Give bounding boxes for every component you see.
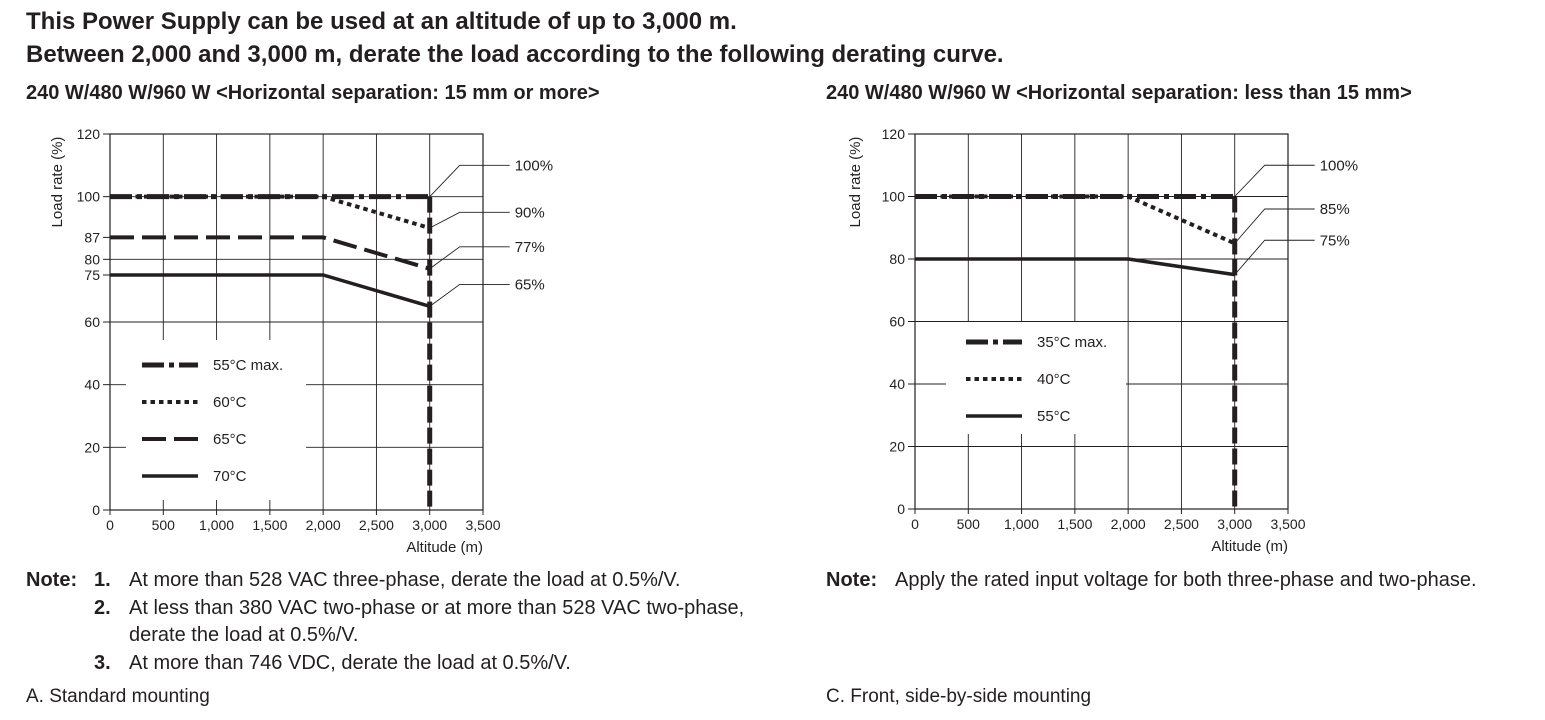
y-tick-label: 80 xyxy=(889,251,905,267)
right-note-label: Note: xyxy=(826,569,878,591)
left-note-label: Note: xyxy=(26,569,78,591)
y-tick-label: 60 xyxy=(889,313,905,330)
right-chart-subtitle: 240 W/480 W/960 W <Horizontal separation: less than 15 mm> xyxy=(826,82,1412,104)
x-tick-label: 1,500 xyxy=(252,517,288,533)
left-note-3-text: At more than 746 VDC, derate the load at 0.5%/V. xyxy=(129,651,571,674)
annotation-label: 100% xyxy=(514,157,554,175)
annotation-label: 75% xyxy=(1319,232,1350,250)
legend-label: 55°C max. xyxy=(213,357,284,374)
annotation-label: 100% xyxy=(1319,157,1359,175)
x-tick-label: 1,500 xyxy=(1057,516,1093,532)
annotation-leader xyxy=(1235,209,1315,243)
left-note-1 xyxy=(26,567,786,595)
y-tick-label: 120 xyxy=(76,126,100,142)
x-tick-label: 0 xyxy=(106,517,114,533)
chart-standard-mounting xyxy=(0,110,770,560)
x-tick-label: 1,000 xyxy=(1004,516,1040,532)
y-tick-label: 40 xyxy=(889,376,905,392)
x-tick-label: 0 xyxy=(911,516,919,532)
y-axis-label: Load rate (%) xyxy=(49,136,66,228)
y-tick-label: 0 xyxy=(92,502,100,518)
headline-derating-range: Between 2,000 and 3,000 m, derate the load according to the following derating curve. xyxy=(26,41,1004,68)
x-axis-label: Altitude (m) xyxy=(406,539,483,556)
x-tick-label: 2,500 xyxy=(1163,516,1199,532)
x-tick-label: 1,000 xyxy=(199,517,235,533)
x-tick-label: 2,000 xyxy=(1110,516,1146,532)
annotation-leader xyxy=(1235,165,1315,196)
chart-side-by-side-mounting xyxy=(800,110,1545,560)
left-note-2-text: At less than 380 VAC two-phase or at more than 528 VAC two-phase, derate the load at 0.5%/V. xyxy=(129,596,745,646)
y-tick-label: 100 xyxy=(881,188,905,205)
y-tick-label: 100 xyxy=(76,188,100,205)
legend-label: 55°C xyxy=(1037,408,1071,425)
annotation-leader xyxy=(430,212,510,228)
legend-label: 65°C xyxy=(213,431,247,448)
y-tick-label: 60 xyxy=(84,314,100,330)
left-chart-subtitle: 240 W/480 W/960 W <Horizontal separation: 15 mm or more> xyxy=(26,82,600,104)
headline-altitude-limit: This Power Supply can be used at an altitude of up to 3,000 m. xyxy=(26,8,737,35)
left-note-2 xyxy=(26,595,769,650)
annotation-leader xyxy=(430,284,510,306)
annotation-label: 85% xyxy=(1319,201,1350,218)
legend-label: 40°C xyxy=(1037,371,1071,388)
x-tick-label: 500 xyxy=(151,517,175,533)
x-tick-label: 3,000 xyxy=(1217,516,1253,532)
y-tick-label: 120 xyxy=(881,126,905,142)
x-tick-label: 2,500 xyxy=(358,517,394,533)
left-note-2-number: 2. xyxy=(94,596,111,619)
right-notes xyxy=(826,567,1531,595)
y-tick-label: 75 xyxy=(84,267,100,283)
annotation-leader xyxy=(430,247,510,269)
annotation-leader xyxy=(1235,240,1315,274)
annotation-label: 77% xyxy=(514,238,545,256)
right-note-text: Apply the rated input voltage for both three-phase and two-phase. xyxy=(895,569,1477,591)
annotation-leader xyxy=(430,165,510,196)
left-notes xyxy=(26,567,786,677)
y-axis-label: Load rate (%) xyxy=(847,136,864,228)
x-tick-label: 3,500 xyxy=(1270,516,1306,532)
left-note-1-number: 1. xyxy=(94,569,111,591)
annotation-label: 90% xyxy=(514,204,545,222)
legend-label: 70°C xyxy=(213,468,247,485)
annotation-label: 65% xyxy=(514,276,545,294)
right-caption: C. Front, side-by-side mounting xyxy=(826,686,1092,707)
y-tick-label: 20 xyxy=(84,439,100,456)
y-tick-label: 20 xyxy=(889,438,905,455)
y-tick-label: 87 xyxy=(84,229,100,246)
y-tick-label: 0 xyxy=(897,501,905,517)
y-tick-label: 40 xyxy=(84,376,100,393)
left-note-1-text: At more than 528 VAC three-phase, derate the load at 0.5%/V. xyxy=(129,569,681,591)
x-axis-label: Altitude (m) xyxy=(1211,538,1288,555)
legend-label: 35°C max. xyxy=(1037,334,1108,351)
y-tick-label: 80 xyxy=(84,251,100,268)
left-caption: A. Standard mounting xyxy=(26,686,210,707)
legend-label: 60°C xyxy=(213,394,247,411)
x-tick-label: 2,000 xyxy=(305,517,341,533)
x-tick-label: 3,000 xyxy=(412,517,448,533)
left-note-3-number: 3. xyxy=(94,651,111,674)
x-tick-label: 3,500 xyxy=(465,517,501,533)
left-note-3 xyxy=(26,650,786,678)
x-tick-label: 500 xyxy=(956,516,980,532)
